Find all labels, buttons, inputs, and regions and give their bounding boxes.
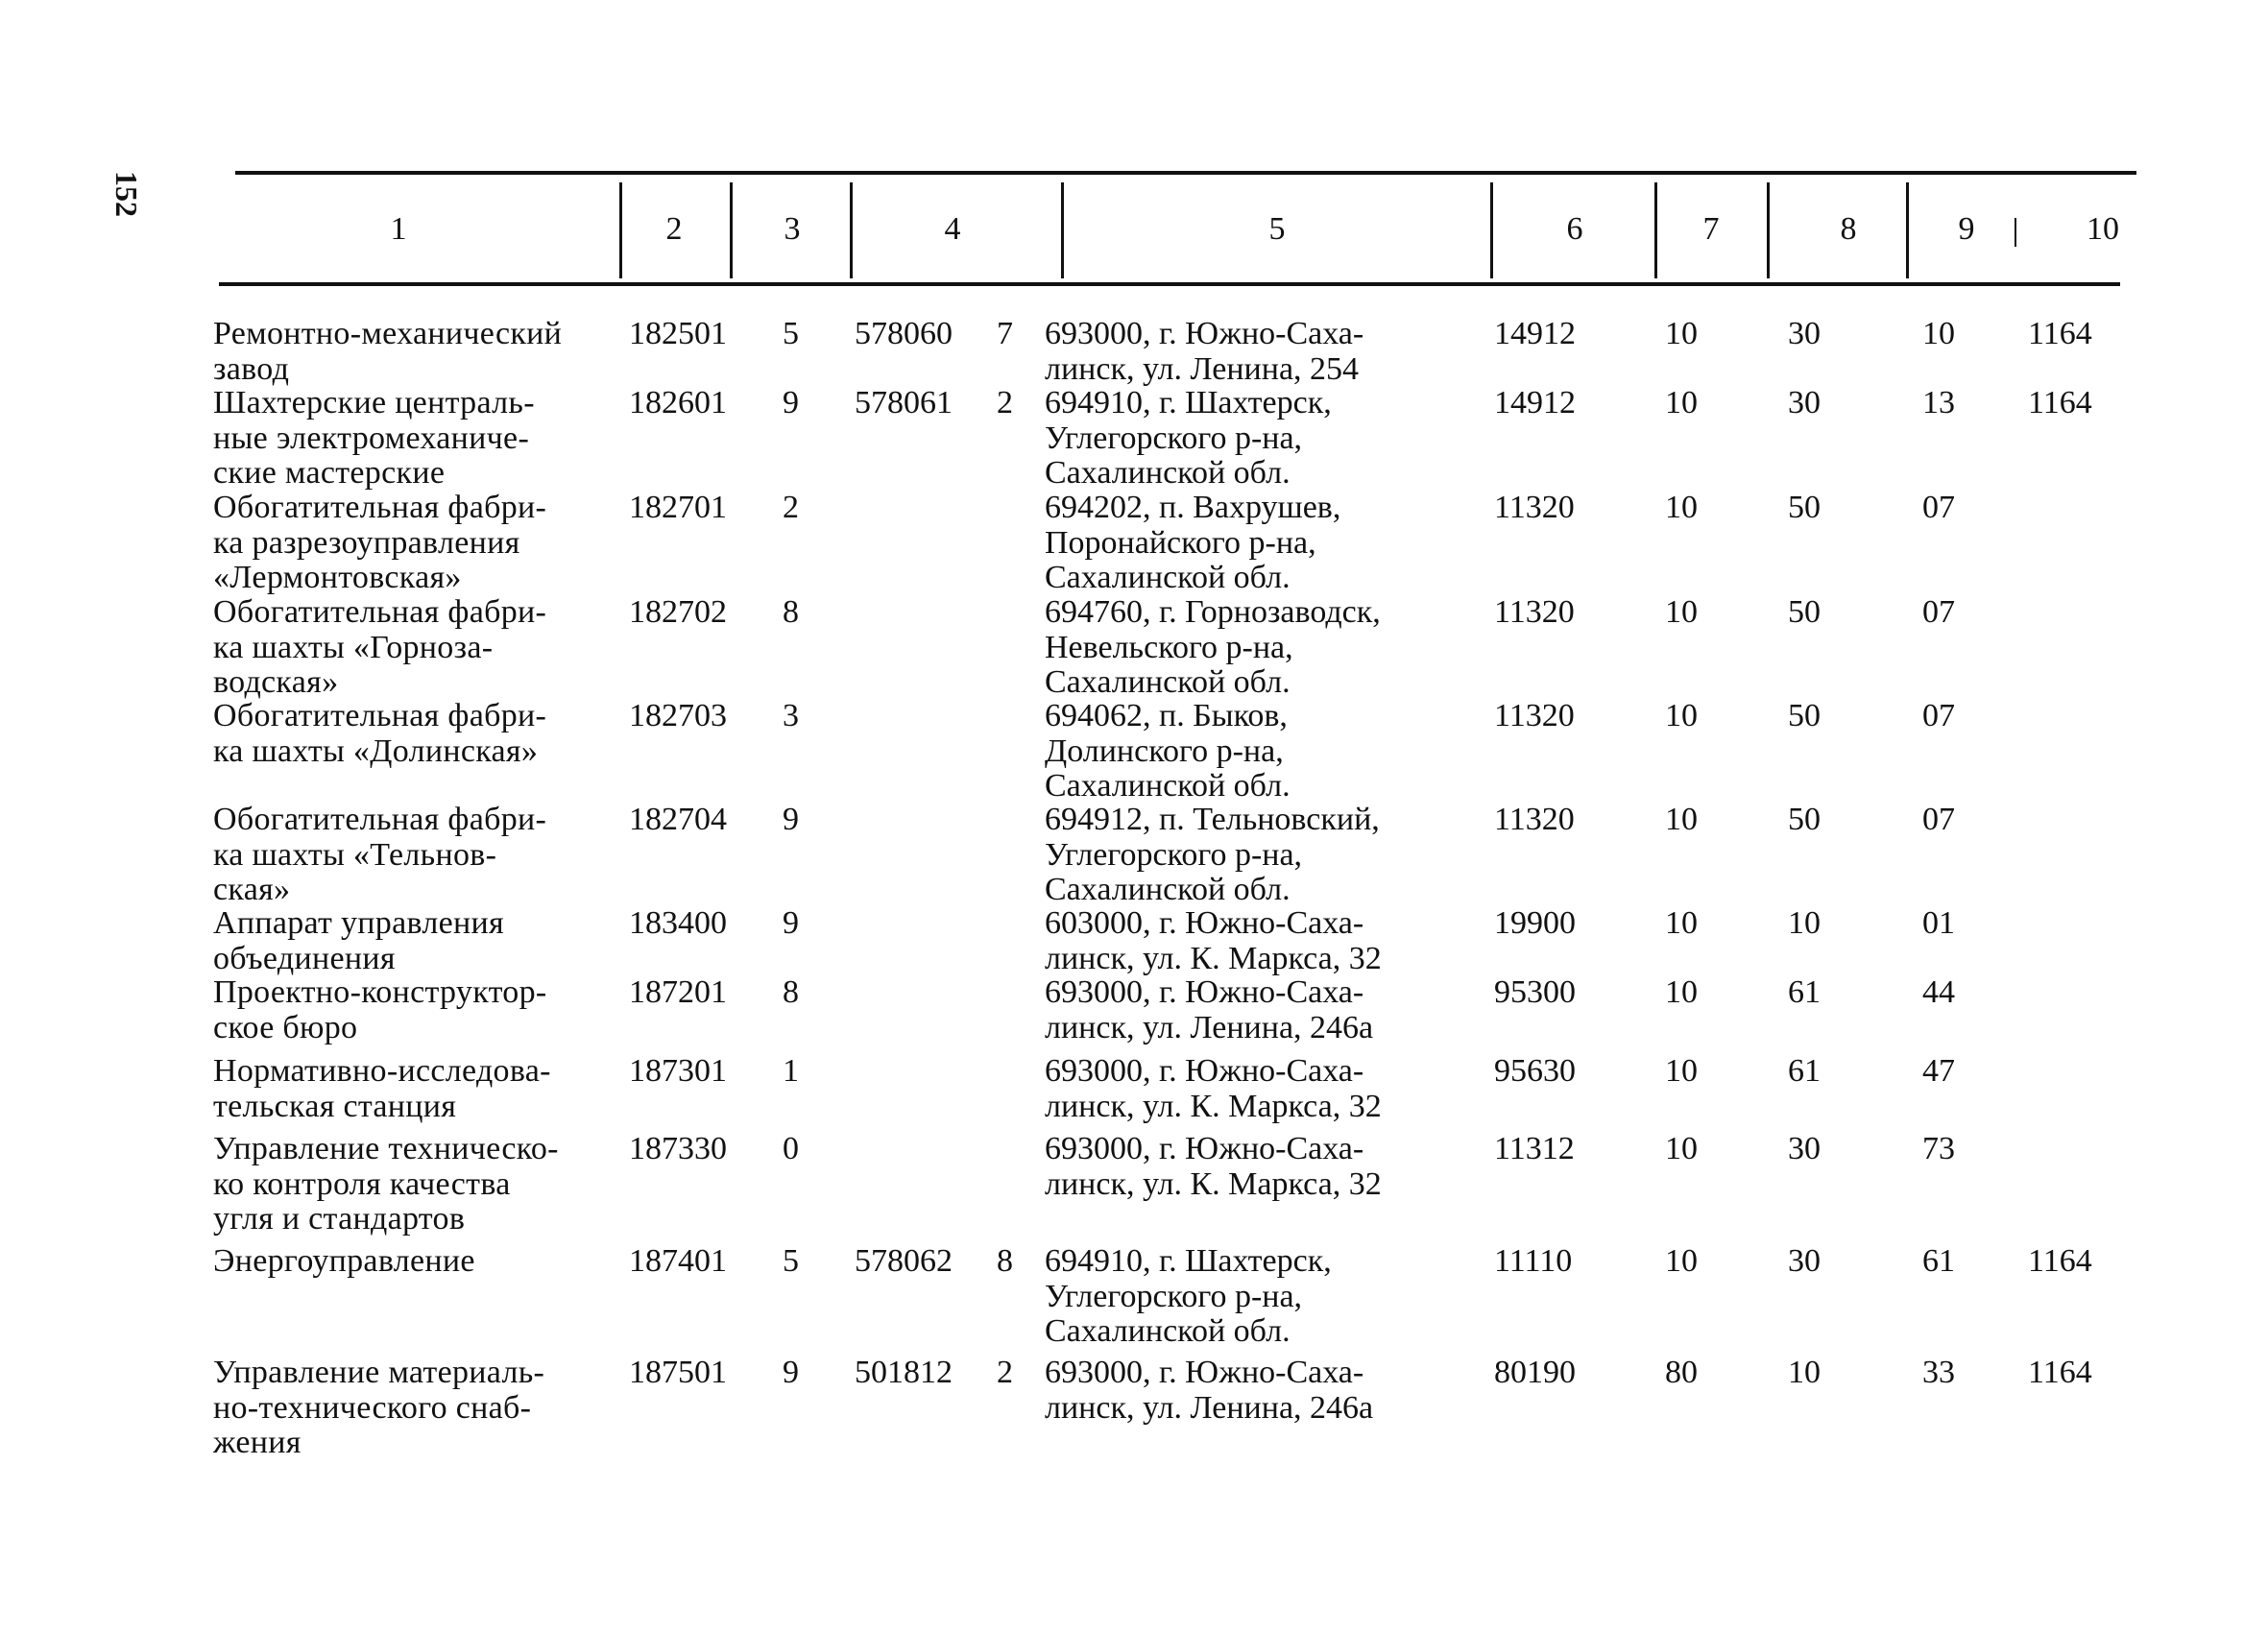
column-6-value: 11320 bbox=[1494, 594, 1575, 630]
column-9-value: 07 bbox=[1922, 698, 1955, 733]
column-9-value: 73 bbox=[1922, 1131, 1955, 1166]
column-8-value: 30 bbox=[1788, 1243, 1821, 1279]
enterprise-code: 182501 bbox=[629, 316, 727, 351]
enterprise-code: 187401 bbox=[629, 1243, 727, 1279]
code-check-digit: 2 bbox=[783, 490, 799, 525]
code-check-digit: 0 bbox=[783, 1131, 799, 1166]
column-header-6: 6 bbox=[1566, 211, 1583, 247]
column-9-value: 44 bbox=[1922, 974, 1955, 1010]
code-check-digit: 1 bbox=[783, 1053, 799, 1089]
code-check-digit: 9 bbox=[783, 802, 799, 837]
enterprise-name: Управление техническо- ко контроля качества угля и стандартов bbox=[213, 1131, 559, 1237]
enterprise-code: 182701 bbox=[629, 490, 727, 525]
column-7-value: 10 bbox=[1665, 698, 1698, 733]
code-check-digit: 3 bbox=[783, 698, 799, 733]
code-check-digit: 8 bbox=[783, 974, 799, 1010]
address: 694202, п. Вахрушев, Поронайского р-на, Сахалинской обл. bbox=[1045, 490, 1341, 595]
address: 603000, г. Южно-Саха- линск, ул. К. Маркса, 32 bbox=[1045, 905, 1382, 976]
okpo-check-digit: 8 bbox=[997, 1243, 1013, 1279]
column-divider bbox=[619, 182, 622, 278]
column-8-value: 50 bbox=[1788, 594, 1821, 630]
column-9-value: 07 bbox=[1922, 802, 1955, 837]
column-6-value: 11320 bbox=[1494, 698, 1575, 733]
column-divider bbox=[2015, 218, 2016, 247]
column-header-7: 7 bbox=[1702, 211, 1720, 247]
column-6-value: 11312 bbox=[1494, 1131, 1575, 1166]
code-check-digit: 5 bbox=[783, 316, 799, 351]
column-divider bbox=[1767, 182, 1770, 278]
column-8-value: 50 bbox=[1788, 490, 1821, 525]
enterprise-name: Обогатительная фабри- ка шахты «Тельнов- ская» bbox=[213, 802, 547, 907]
enterprise-code: 187201 bbox=[629, 974, 727, 1010]
column-6-value: 14912 bbox=[1494, 385, 1576, 420]
okpo-check-digit: 2 bbox=[997, 1355, 1013, 1390]
enterprise-name: Ремонтно-механический завод bbox=[213, 316, 563, 387]
column-8-value: 50 bbox=[1788, 698, 1821, 733]
column-8-value: 30 bbox=[1788, 1131, 1821, 1166]
column-9-value: 13 bbox=[1922, 385, 1955, 420]
column-6-value: 14912 bbox=[1494, 316, 1576, 351]
enterprise-name: Нормативно-исследова- тельская станция bbox=[213, 1053, 551, 1124]
column-divider bbox=[1061, 182, 1064, 278]
column-6-value: 11320 bbox=[1494, 490, 1575, 525]
column-7-value: 10 bbox=[1665, 802, 1698, 837]
code-check-digit: 9 bbox=[783, 1355, 799, 1390]
table-header-row bbox=[0, 175, 2268, 282]
column-6-value: 19900 bbox=[1494, 905, 1576, 941]
okpo-code: 501812 bbox=[855, 1355, 953, 1390]
address: 693000, г. Южно-Саха- линск, ул. К. Маркса, 32 bbox=[1045, 1131, 1382, 1202]
column-header-8: 8 bbox=[1840, 211, 1857, 247]
column-divider bbox=[1906, 182, 1909, 278]
enterprise-name: Энергоуправление bbox=[213, 1243, 475, 1279]
code-check-digit: 9 bbox=[783, 385, 799, 420]
column-9-value: 61 bbox=[1922, 1243, 1955, 1279]
enterprise-code: 182703 bbox=[629, 698, 727, 733]
address: 694062, п. Быков, Долинского р-на, Сахалинской обл. bbox=[1045, 698, 1291, 804]
column-header-9: 9 bbox=[1958, 211, 1975, 247]
enterprise-name: Обогатительная фабри- ка разрезоуправления «Лермонтовская» bbox=[213, 490, 547, 595]
column-10-value: 1164 bbox=[2028, 385, 2092, 420]
column-header-10: 10 bbox=[2087, 211, 2119, 247]
column-8-value: 61 bbox=[1788, 974, 1821, 1010]
column-7-value: 80 bbox=[1665, 1355, 1698, 1390]
column-header-3: 3 bbox=[784, 211, 801, 247]
code-check-digit: 9 bbox=[783, 905, 799, 941]
code-check-digit: 5 bbox=[783, 1243, 799, 1279]
column-divider bbox=[730, 182, 733, 278]
column-divider bbox=[1490, 182, 1493, 278]
enterprise-name: Обогатительная фабри- ка шахты «Долинская» bbox=[213, 698, 547, 769]
column-7-value: 10 bbox=[1665, 1243, 1698, 1279]
column-7-value: 10 bbox=[1665, 316, 1698, 351]
column-7-value: 10 bbox=[1665, 385, 1698, 420]
okpo-code: 578060 bbox=[855, 316, 953, 351]
column-divider bbox=[850, 182, 853, 278]
column-8-value: 61 bbox=[1788, 1053, 1821, 1089]
column-7-value: 10 bbox=[1665, 490, 1698, 525]
column-7-value: 10 bbox=[1665, 594, 1698, 630]
column-6-value: 80190 bbox=[1494, 1355, 1576, 1390]
address: 693000, г. Южно-Саха- линск, ул. К. Маркса, 32 bbox=[1045, 1053, 1382, 1124]
enterprise-name: Проектно-конструктор- ское бюро bbox=[213, 974, 547, 1045]
column-header-2: 2 bbox=[665, 211, 683, 247]
column-9-value: 47 bbox=[1922, 1053, 1955, 1089]
column-10-value: 1164 bbox=[2028, 1243, 2092, 1279]
column-10-value: 1164 bbox=[2028, 1355, 2092, 1390]
address: 694760, г. Горнозаводск, Невельского р-на, Сахалинской обл. bbox=[1045, 594, 1381, 700]
enterprise-name: Аппарат управления объединения bbox=[213, 905, 504, 976]
column-7-value: 10 bbox=[1665, 1053, 1698, 1089]
column-9-value: 07 bbox=[1922, 594, 1955, 630]
column-9-value: 07 bbox=[1922, 490, 1955, 525]
column-header-4: 4 bbox=[944, 211, 961, 247]
okpo-check-digit: 2 bbox=[997, 385, 1013, 420]
enterprise-code: 187501 bbox=[629, 1355, 727, 1390]
column-9-value: 01 bbox=[1922, 905, 1955, 941]
column-9-value: 33 bbox=[1922, 1355, 1955, 1390]
column-8-value: 10 bbox=[1788, 905, 1821, 941]
okpo-check-digit: 7 bbox=[997, 316, 1013, 351]
enterprise-code: 182704 bbox=[629, 802, 727, 837]
enterprise-code: 187330 bbox=[629, 1131, 727, 1166]
column-divider bbox=[1654, 182, 1657, 278]
address: 693000, г. Южно-Саха- линск, ул. Ленина, 246а bbox=[1045, 974, 1374, 1045]
column-7-value: 10 bbox=[1665, 974, 1698, 1010]
column-8-value: 10 bbox=[1788, 1355, 1821, 1390]
enterprise-code: 182702 bbox=[629, 594, 727, 630]
column-6-value: 11320 bbox=[1494, 802, 1575, 837]
enterprise-name: Управление материаль- но-технического снаб- жения bbox=[213, 1355, 545, 1460]
page-number: 152 bbox=[109, 171, 144, 217]
column-8-value: 30 bbox=[1788, 385, 1821, 420]
address: 693000, г. Южно-Саха- линск, ул. Ленина, 246а bbox=[1045, 1355, 1374, 1426]
okpo-code: 578062 bbox=[855, 1243, 953, 1279]
column-9-value: 10 bbox=[1922, 316, 1955, 351]
enterprise-code: 187301 bbox=[629, 1053, 727, 1089]
column-6-value: 95630 bbox=[1494, 1053, 1576, 1089]
address: 693000, г. Южно-Саха- линск, ул. Ленина, 254 bbox=[1045, 316, 1364, 387]
address: 694912, п. Тельновский, Углегорского р-на, Сахалинской обл. bbox=[1045, 802, 1380, 907]
enterprise-name: Шахтерские централь- ные электромеханиче- ские мастерские bbox=[213, 385, 535, 491]
column-6-value: 95300 bbox=[1494, 974, 1576, 1010]
column-header-1: 1 bbox=[390, 211, 407, 247]
enterprise-name: Обогатительная фабри- ка шахты «Горноза- водская» bbox=[213, 594, 547, 700]
okpo-code: 578061 bbox=[855, 385, 953, 420]
column-6-value: 11110 bbox=[1494, 1243, 1573, 1279]
column-8-value: 50 bbox=[1788, 802, 1821, 837]
column-header-5: 5 bbox=[1268, 211, 1286, 247]
table-header-bottom-rule bbox=[219, 282, 2120, 286]
address: 694910, г. Шахтерск, Углегорского р-на, Сахалинской обл. bbox=[1045, 1243, 1332, 1349]
enterprise-code: 183400 bbox=[629, 905, 727, 941]
address: 694910, г. Шахтерск, Углегорского р-на, Сахалинской обл. bbox=[1045, 385, 1332, 491]
column-8-value: 30 bbox=[1788, 316, 1821, 351]
column-10-value: 1164 bbox=[2028, 316, 2092, 351]
enterprise-code: 182601 bbox=[629, 385, 727, 420]
code-check-digit: 8 bbox=[783, 594, 799, 630]
column-7-value: 10 bbox=[1665, 905, 1698, 941]
column-7-value: 10 bbox=[1665, 1131, 1698, 1166]
